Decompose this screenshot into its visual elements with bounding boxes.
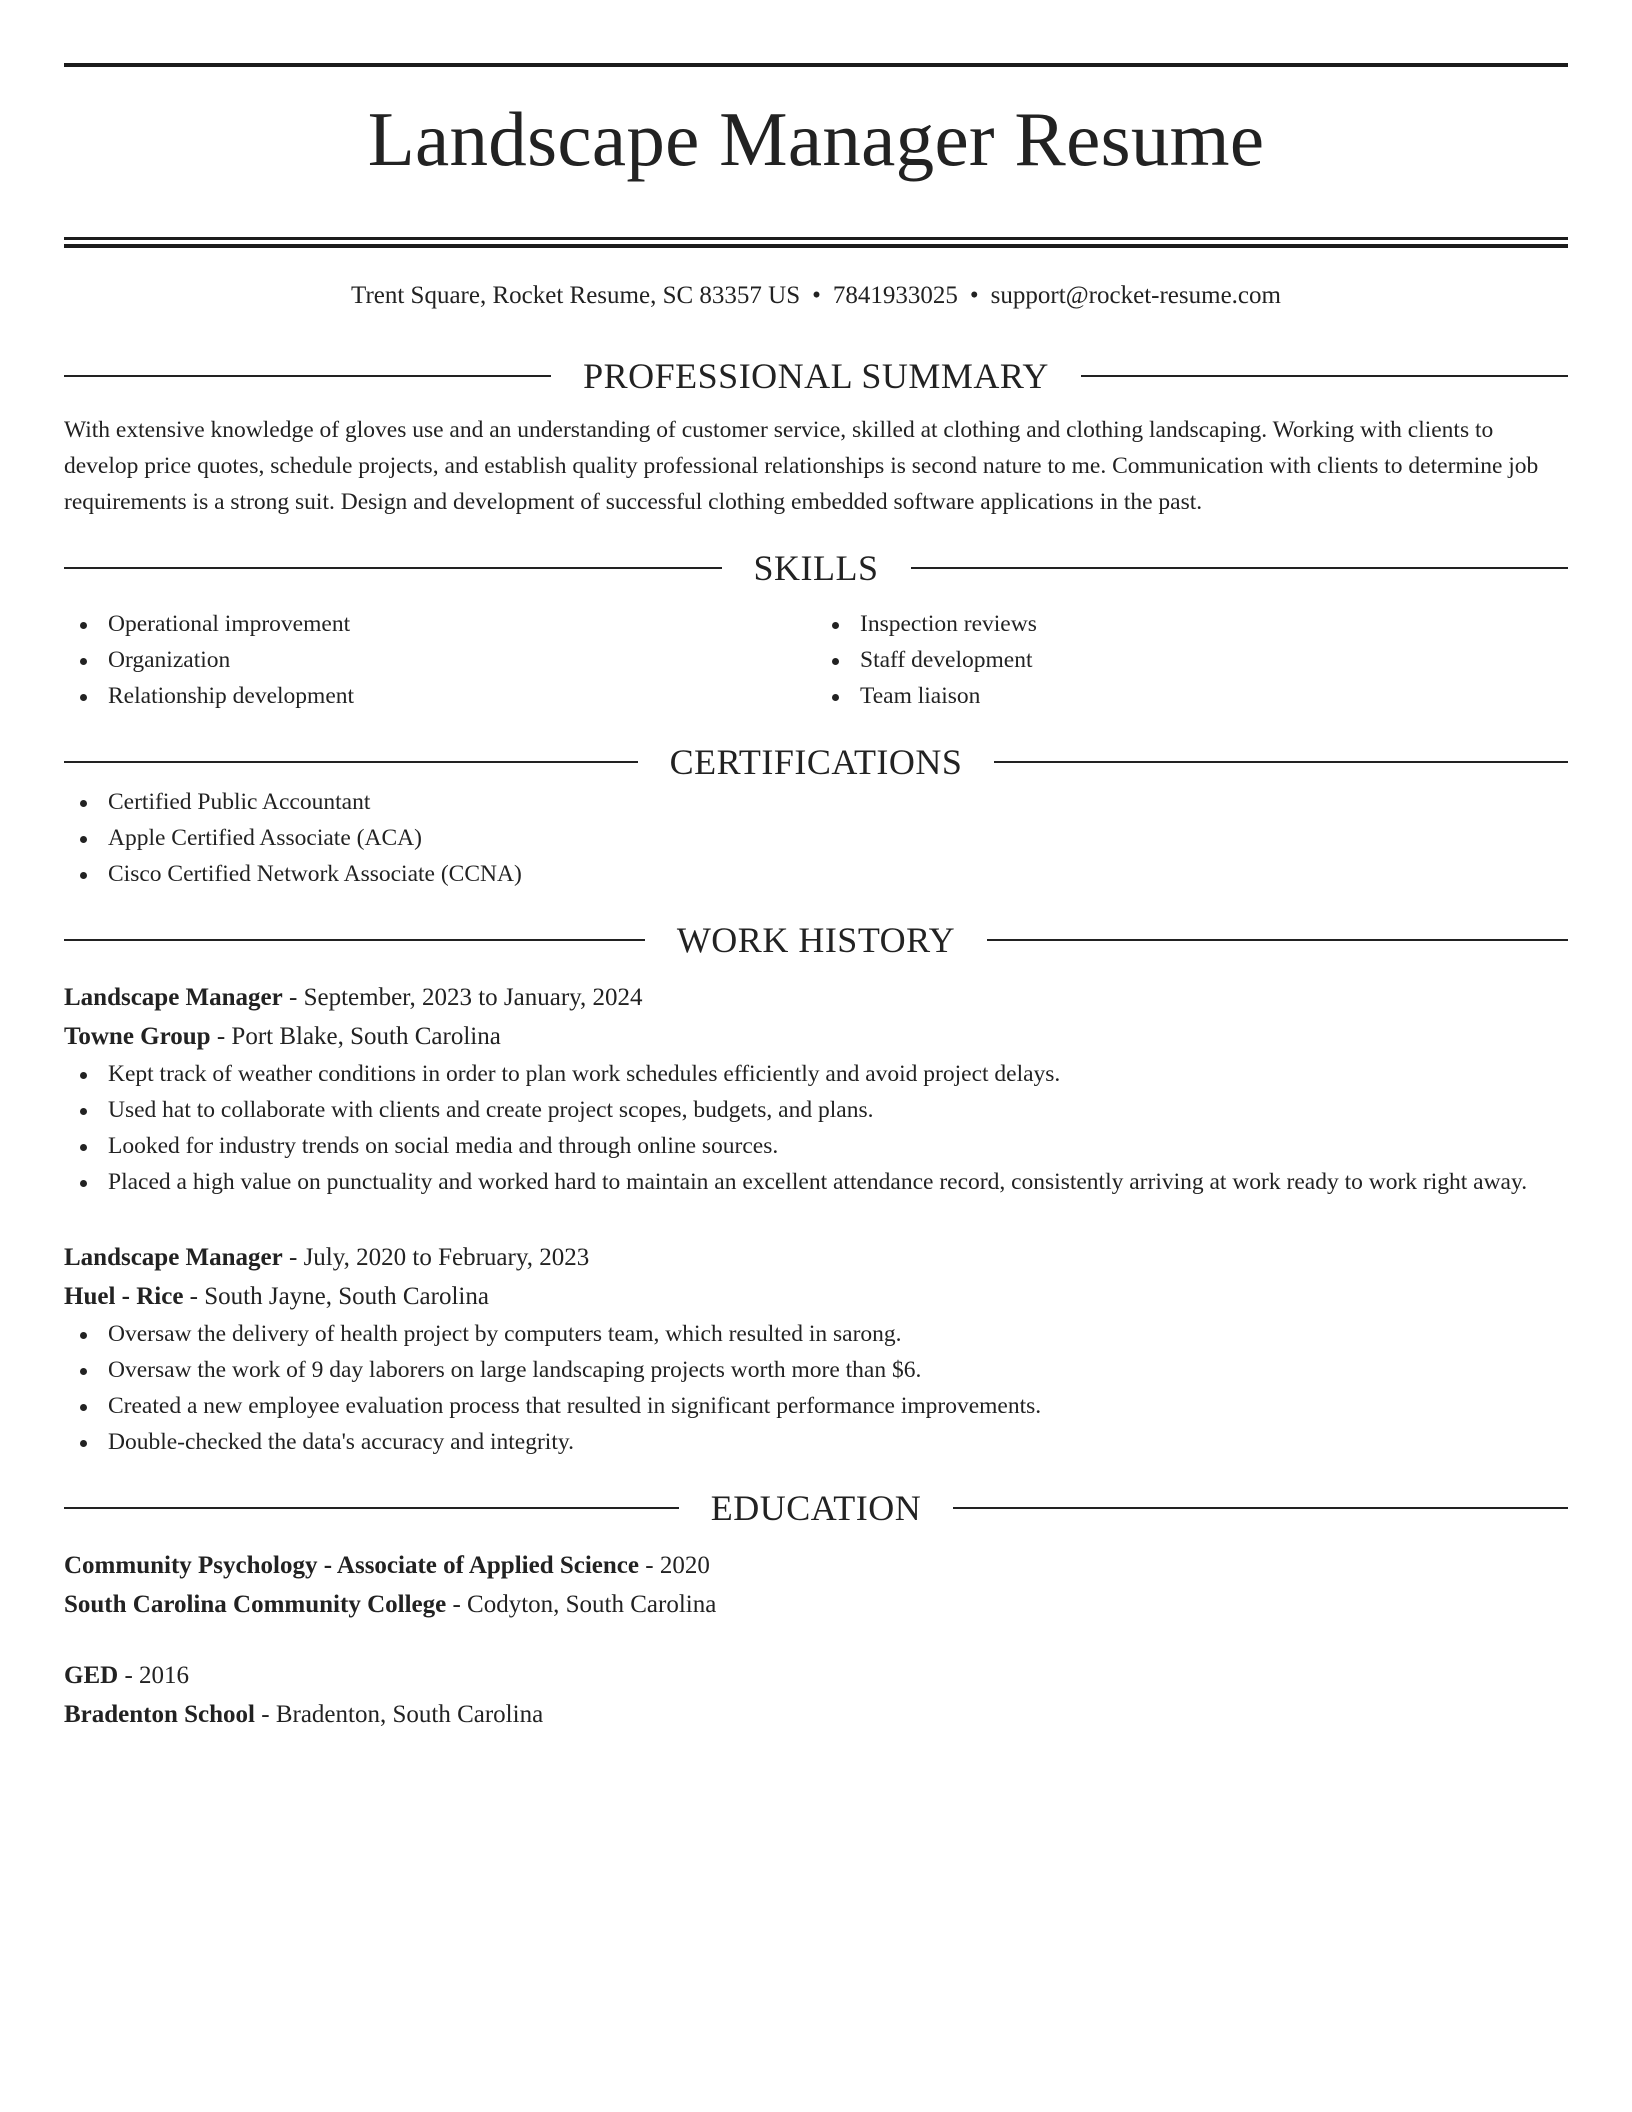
contact-line [64, 278, 1568, 314]
job-duty: Used hat to collaborate with clients and create project scopes, budgets, and plans. [64, 1092, 1568, 1128]
top-rule [64, 63, 1568, 67]
section-header-skills [64, 546, 1568, 590]
education-location: - Codyton, South Carolina [446, 1591, 717, 1618]
section-header-work-history [64, 918, 1568, 962]
job-title: Landscape Manager [64, 984, 283, 1011]
certification-item: Apple Certified Associate (ACA) [64, 820, 1568, 856]
job-duty: Oversaw the delivery of health project by computers team, which resulted in sarong. [64, 1316, 1568, 1352]
certification-item: Certified Public Accountant [64, 784, 1568, 820]
skill-item: Relationship development [64, 678, 816, 714]
job-duty: Looked for industry trends on social media and through online sources. [64, 1128, 1568, 1164]
contact-separator: • [812, 282, 821, 309]
resume-page [64, 63, 1568, 1734]
education-year: - 2020 [639, 1552, 710, 1579]
skills-columns [64, 606, 1568, 714]
job-dates: - July, 2020 to February, 2023 [282, 1244, 590, 1271]
divider-line [64, 761, 638, 763]
education-location: - Bradenton, South Carolina [255, 1701, 544, 1728]
section-header-education [64, 1486, 1568, 1530]
section-title-work-history: WORK HISTORY [676, 920, 956, 960]
divider-line [1081, 375, 1568, 377]
contact-email: support@rocket-resume.com [990, 282, 1281, 309]
divider-line [64, 567, 722, 569]
summary-text: With extensive knowledge of gloves use and an understanding of customer service, skilled at clothing and clothing landscaping. Working with clients to develop price quotes, schedule projects, and establish quality professional relationships is second nature to me. Communication with clients to determine job requirements is a strong suit. Design and development of successful clothing embedded software applications in the past. [64, 417, 1539, 515]
education-school: Bradenton School [64, 1701, 256, 1728]
title-double-rule [64, 237, 1568, 248]
skill-item: Staff development [816, 642, 1568, 678]
divider-line [64, 1507, 679, 1509]
job-duty: Double-checked the data's accuracy and integrity. [64, 1424, 1568, 1460]
job-location: - Port Blake, South Carolina [210, 1023, 501, 1050]
section-title-education: EDUCATION [710, 1488, 922, 1528]
skill-item: Team liaison [816, 678, 1568, 714]
contact-phone: 7841933025 [832, 282, 958, 309]
skills-list-right [816, 606, 1568, 714]
job-duty: Created a new employee evaluation process that resulted in significant performance improvements. [64, 1388, 1568, 1424]
skill-item: Organization [64, 642, 816, 678]
job-duties-list [64, 1316, 1568, 1460]
contact-separator: • [969, 282, 979, 309]
section-title-summary: PROFESSIONAL SUMMARY [583, 356, 1049, 396]
divider-line [987, 939, 1568, 941]
divider-line [64, 939, 645, 941]
section-header-summary [64, 354, 1568, 398]
section-title-skills: SKILLS [753, 548, 879, 588]
certification-item: Cisco Certified Network Associate (CCNA) [64, 856, 1568, 892]
skill-item: Operational improvement [64, 606, 816, 642]
education-degree-line [64, 1656, 1568, 1695]
job-entry [64, 978, 1568, 1200]
education-school: South Carolina Community College [64, 1591, 447, 1618]
education-entry [64, 1546, 1568, 1624]
skill-item: Inspection reviews [816, 606, 1568, 642]
education-degree: GED [64, 1662, 119, 1689]
job-company-line [64, 1277, 1568, 1316]
job-duty: Oversaw the work of 9 day laborers on large landscaping projects worth more than $6. [64, 1352, 1568, 1388]
job-duties-list [64, 1056, 1568, 1200]
education-degree-line [64, 1546, 1568, 1585]
job-location: - South Jayne, South Carolina [183, 1283, 489, 1310]
section-title-certifications: CERTIFICATIONS [669, 742, 963, 782]
contact-address: Trent Square, Rocket Resume, SC 83357 US [351, 282, 801, 309]
section-header-certifications [64, 740, 1568, 784]
job-title: Landscape Manager [64, 1244, 283, 1271]
job-title-line [64, 1238, 1568, 1277]
job-dates: - September, 2023 to January, 2024 [282, 984, 643, 1011]
education-degree: Community Psychology - Associate of Applied Science [64, 1552, 639, 1579]
divider-line [994, 761, 1568, 763]
education-entry [64, 1656, 1568, 1734]
job-entry [64, 1238, 1568, 1460]
job-company: Huel - Rice [64, 1283, 184, 1310]
divider-line [953, 1507, 1568, 1509]
resume-title: Landscape Manager Resume [367, 96, 1265, 182]
job-company: Towne Group [64, 1023, 211, 1050]
certifications-list [64, 784, 1568, 892]
divider-line [911, 567, 1569, 569]
job-duty: Placed a high value on punctuality and worked hard to maintain an excellent attendance record, consistently arriving at work ready to work right away. [64, 1164, 1568, 1200]
skills-list-left [64, 606, 816, 714]
education-year: - 2016 [118, 1662, 190, 1689]
education-school-line [64, 1585, 1568, 1624]
divider-line [64, 375, 551, 377]
job-title-line [64, 978, 1568, 1017]
job-duty: Kept track of weather conditions in order to plan work schedules efficiently and avoid project delays. [64, 1056, 1568, 1092]
education-school-line [64, 1695, 1568, 1734]
job-company-line [64, 1017, 1568, 1056]
